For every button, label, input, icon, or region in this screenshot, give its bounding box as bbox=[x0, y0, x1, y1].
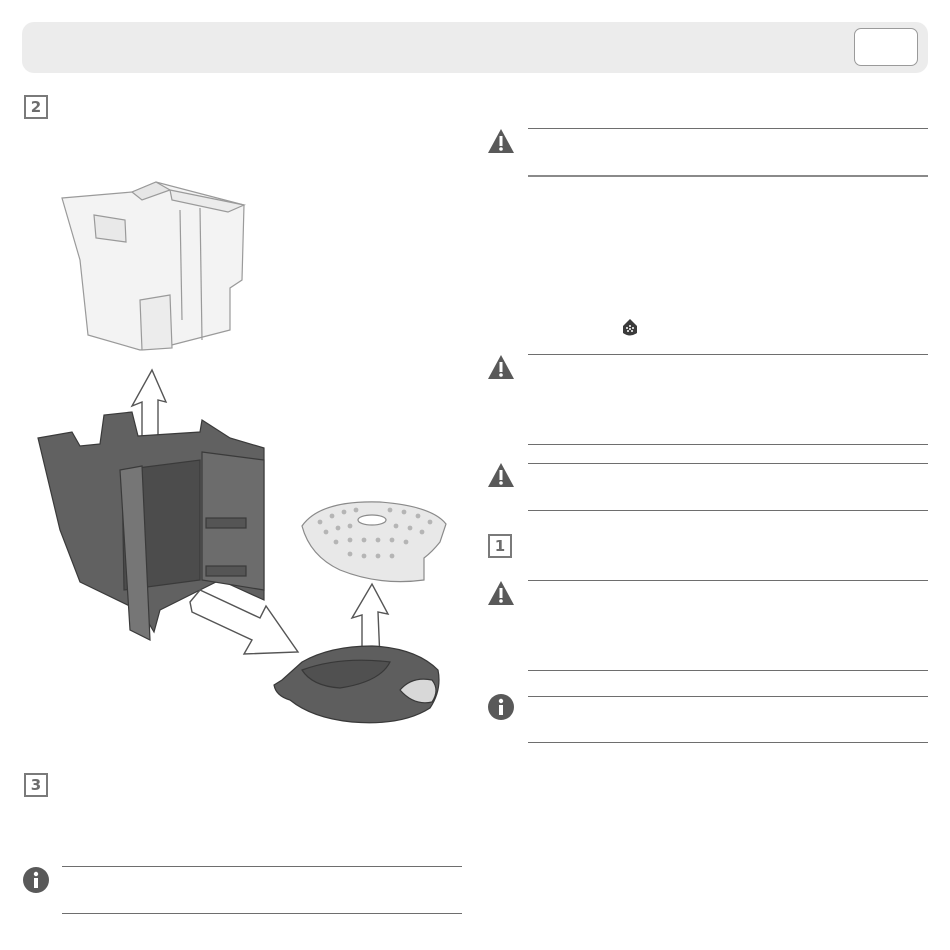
info-circle-icon bbox=[487, 693, 515, 721]
warning-rule-top bbox=[528, 354, 928, 355]
warning-triangle-icon bbox=[487, 580, 515, 606]
warning-rule-bottom bbox=[528, 175, 928, 177]
warning-rule-bottom bbox=[528, 444, 928, 445]
page-number-tab bbox=[854, 28, 918, 66]
warning-rule-bottom bbox=[528, 510, 928, 511]
note-rule-top bbox=[62, 866, 462, 867]
note-rule-top bbox=[528, 696, 928, 697]
note-rule-bottom bbox=[528, 742, 928, 743]
warning-rule-top bbox=[528, 463, 928, 464]
drip-tray-container bbox=[62, 182, 244, 350]
header-bar bbox=[22, 22, 928, 73]
warning-triangle-icon bbox=[487, 462, 515, 488]
step-3-badge: 3 bbox=[24, 773, 48, 797]
warning-rule-top bbox=[528, 580, 928, 581]
info-circle-icon bbox=[22, 866, 50, 894]
slide-arrow bbox=[190, 590, 298, 654]
capsule-icon bbox=[620, 318, 640, 338]
warning-triangle-icon bbox=[487, 128, 515, 154]
drip-tray-cover bbox=[274, 646, 439, 723]
disassembly-illustration bbox=[20, 170, 460, 750]
step-2-badge: 2 bbox=[24, 95, 48, 119]
drip-grid bbox=[302, 502, 446, 582]
warning-triangle-icon bbox=[487, 354, 515, 380]
warning-rule-top bbox=[528, 128, 928, 129]
warning-rule-bottom bbox=[528, 670, 928, 671]
step-1-badge: 1 bbox=[488, 534, 512, 558]
note-rule-bottom bbox=[62, 913, 462, 914]
